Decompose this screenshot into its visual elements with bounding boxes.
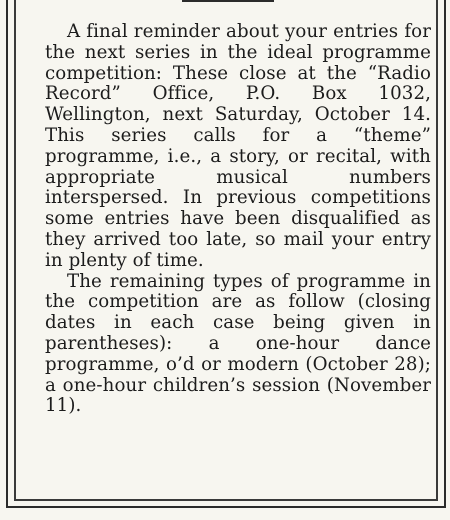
right-border-inner <box>436 0 438 500</box>
article-paragraph-remaining-types: The remaining types of programme in the competition are as follow (closing dates in each case being given in parentheses): a one-hour dance programme, o’d or modern (October 28); a one-hour children’s session (November 11). <box>45 270 431 417</box>
article-paragraph-reminder: A final reminder about your entries for the next series in the ideal programme competition: These close at the “Radio Record” Office, P.O. Box 1032, Wellington, next Saturday, October 14. This series calls for a “theme” programme, i.e., a story, or recital, with appropriate musical numbers interspersed. In previous competitions some entries have been disqualified as they arrived too late, so mail your entry in plenty of time. <box>45 21 431 271</box>
left-border-inner <box>14 0 16 500</box>
article-body <box>45 22 431 417</box>
top-rule <box>182 0 274 2</box>
bottom-border-inner <box>14 499 438 501</box>
left-border-outer <box>6 0 8 506</box>
bottom-border-outer <box>6 506 446 508</box>
right-border-outer <box>444 0 446 506</box>
